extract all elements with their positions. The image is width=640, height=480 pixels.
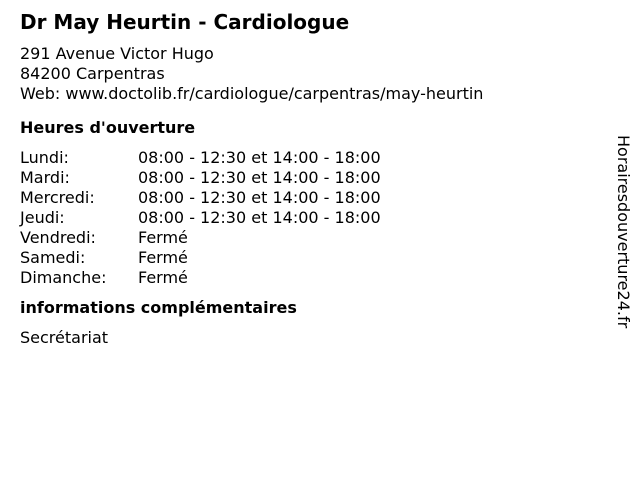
time-value: 08:00 - 12:30 et 14:00 - 18:00 [138, 188, 381, 207]
day-label: Mercredi: [20, 188, 95, 207]
hours-row-friday [20, 228, 600, 248]
time-value: Fermé [138, 248, 188, 267]
day-label: Samedi: [20, 248, 86, 267]
watermark-text: Horairesdouverture24.fr [614, 135, 633, 329]
hours-row-monday [20, 148, 600, 168]
day-label: Mardi: [20, 168, 70, 187]
hours-row-thursday [20, 208, 600, 228]
time-value: Fermé [138, 228, 188, 247]
doctor-card [20, 8, 600, 348]
address-street: 291 Avenue Victor Hugo [20, 44, 214, 63]
page-title: Dr May Heurtin - Cardiologue [20, 10, 350, 34]
day-label: Lundi: [20, 148, 69, 167]
time-value: 08:00 - 12:30 et 14:00 - 18:00 [138, 168, 381, 187]
hours-row-wednesday [20, 188, 600, 208]
address-city: 84200 Carpentras [20, 64, 165, 83]
hours-row-tuesday [20, 168, 600, 188]
hours-table [20, 148, 600, 288]
hours-heading: Heures d'ouverture [20, 118, 196, 137]
hours-row-sunday [20, 268, 600, 288]
time-value: Fermé [138, 268, 188, 287]
website-link[interactable]: Web: www.doctolib.fr/cardiologue/carpentras/may-heurtin [20, 84, 484, 103]
day-label: Jeudi: [20, 208, 65, 227]
time-value: 08:00 - 12:30 et 14:00 - 18:00 [138, 208, 381, 227]
hours-row-saturday [20, 248, 600, 268]
day-label: Dimanche: [20, 268, 107, 287]
time-value: 08:00 - 12:30 et 14:00 - 18:00 [138, 148, 381, 167]
address-block [20, 44, 600, 104]
day-label: Vendredi: [20, 228, 96, 247]
info-heading: informations complémentaires [20, 298, 297, 317]
info-text: Secrétariat [20, 328, 109, 347]
